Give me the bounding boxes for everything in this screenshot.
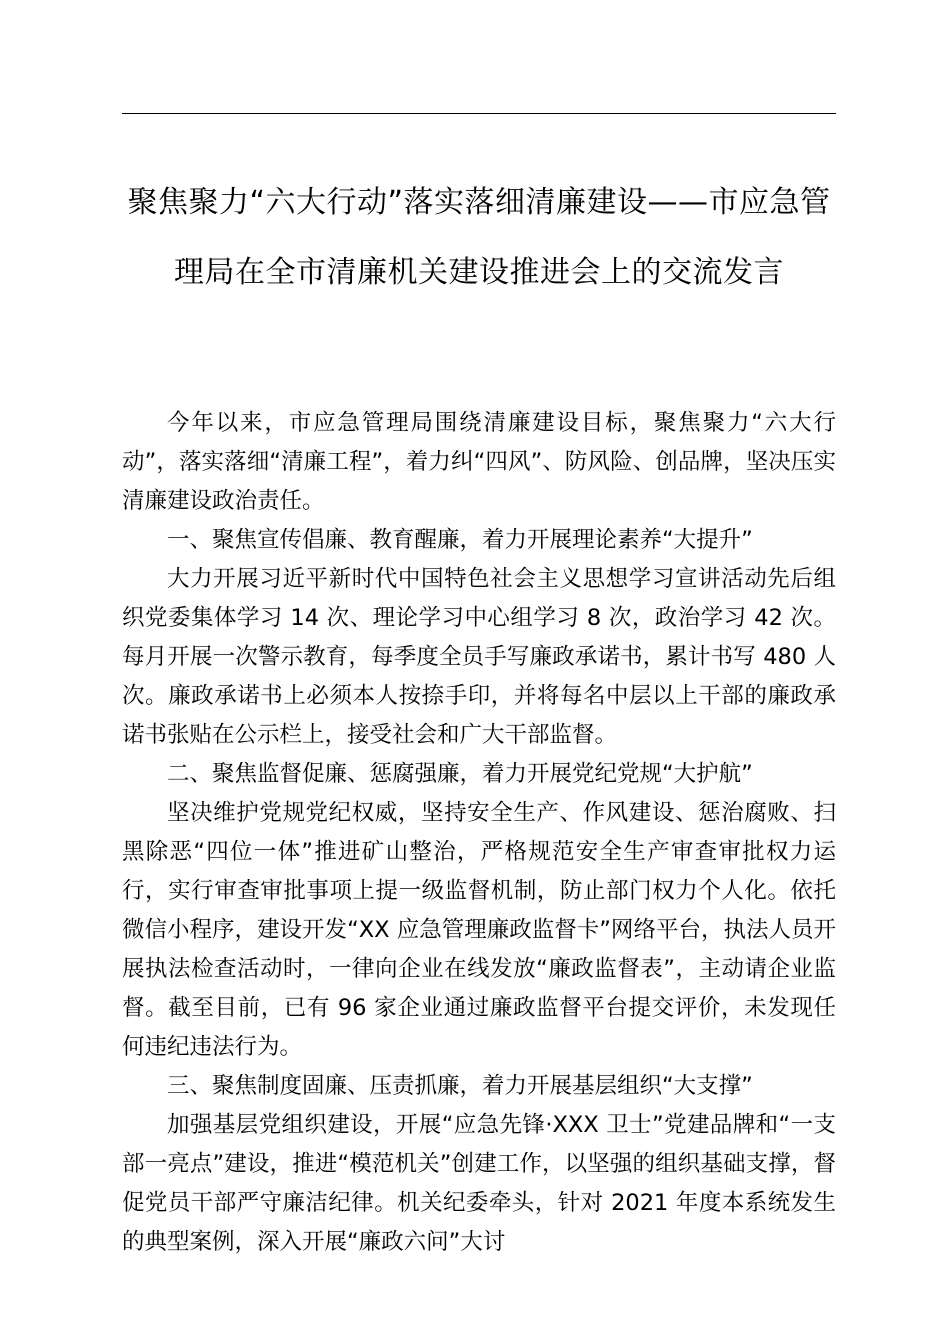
document-body [122,404,836,1262]
paragraph-section-1: 大力开展习近平新时代中国特色社会主义思想学习宣讲活动先后组织党委集体学习 14 次、理论学习中心组学习 8 次，政治学习 42 次。每月开展一次警示教育，每季度全员手写廉政承诺书，累计书写 480 人次。廉政承诺书上必须本人按捺手印，并将每名中层以上干部的廉政承诺书张贴在公示栏上，接受社会和广大干部监督。 [122,566,836,748]
paragraph-section-3: 加强基层党组织建设，开展“应急先锋·XXX 卫士”党建品牌和“一支部一亮点”建设，推进“模范机关”创建工作，以坚强的组织基础支撑，督促党员干部严守廉洁纪律。机关纪委牵头，针对 2021 年度本系统发生的典型案例，深入开展“廉政六问”大讨 [122,1112,836,1255]
section-heading-1: 一、聚焦宣传倡廉、教育醒廉，着力开展理论素养“大提升” [167,527,753,553]
document-title: 聚焦聚力“六大行动”落实落细清廉建设——市应急管理局在全市清廉机关建设推进会上的交流发言 [127,185,831,290]
section-heading-3: 三、聚焦制度固廉、压责抓廉，着力开展基层组织“大支撑” [167,1073,753,1099]
paragraph-intro: 今年以来，市应急管理局围绕清廉建设目标，聚焦聚力“六大行动”，落实落细“清廉工程”，着力纠“四风”、防风险、创品牌，坚决压实清廉建设政治责任。 [122,410,836,514]
section-heading-2: 二、聚焦监督促廉、惩腐强廉，着力开展党纪党规“大护航” [167,761,753,787]
header-rule [122,113,836,114]
paragraph-section-2: 坚决维护党规党纪权威，坚持安全生产、作风建设、惩治腐败、扫黑除恶“四位一体”推进矿山整治，严格规范安全生产审查审批权力运行，实行审查审批事项上提一级监督机制，防止部门权力个人化。依托微信小程序，建设开发“XX 应急管理廉政监督卡”网络平台，执法人员开展执法检查活动时，一律向企业在线发放“廉政监督表”，主动请企业监督。截至目前，已有 96 家企业通过廉政监督平台提交评价，未发现任何违纪违法行为。 [122,800,836,1060]
